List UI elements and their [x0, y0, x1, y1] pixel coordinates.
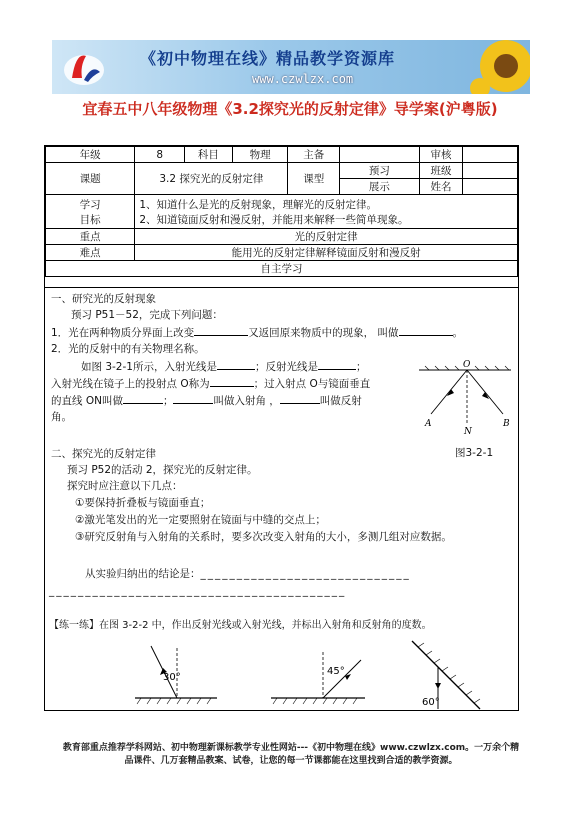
worksheet [44, 145, 519, 711]
subject-value: 物理 [232, 147, 288, 163]
normal-blank[interactable] [123, 393, 163, 404]
author-label: 主备 [288, 147, 340, 163]
terms-line2-a: 入射光线在镜子上的投射点 O称为 [51, 378, 210, 390]
note-3: ③研究反射角与入射角的关系时，要多次改变入射角的大小，多测几组对应数据。 [75, 531, 452, 543]
section1-heading: 一、研究光的反射现象 [51, 293, 156, 305]
section2-heading: 二、探究光的反射定律 [51, 448, 156, 460]
practice-diagram-3 [400, 633, 500, 713]
section2-preview: 预习 P52的活动 2，探究光的反射定律。 [67, 464, 258, 476]
terms-line3-d: 叫做反射 [319, 395, 362, 407]
goals-label-line2: 目标 [79, 213, 101, 226]
figure-3-2-1 [415, 358, 515, 436]
question-2: 2．光的反射中的有关物理名称。 [51, 343, 205, 355]
subject-label: 科目 [185, 147, 233, 163]
terms-line3-b: ； [162, 395, 174, 407]
angle-label-1: 30° [163, 672, 181, 683]
difficulty-value: 能用光的反射定律解释镜面反射和漫反射 [135, 245, 518, 261]
terms-line-1 [81, 359, 366, 375]
label-b: B [503, 419, 510, 429]
worksheet-content [45, 287, 518, 710]
conclusion-blank-2[interactable]: _________________________________________ [49, 585, 347, 597]
footer-line-1: 教育部重点推荐学科网站、初中物理新课标教学专业性网站---《初中物理在线》www.czwlzx.com。一万余个精 [62, 743, 520, 753]
info-table [45, 146, 518, 277]
incident-ray [431, 370, 467, 414]
terms-line-3 [51, 393, 362, 409]
key-value: 光的反射定律 [135, 229, 518, 245]
note-1: ①要保持折叠板与镜面垂直； [75, 497, 211, 509]
q1-blank-2[interactable] [399, 325, 453, 336]
site-banner [52, 40, 530, 94]
footer-line-2: 品课件、几万套精品教案、试卷，让您的每一节课都能在这里找到合适的教学资源。 [124, 756, 458, 766]
practice-text: 【练一练】在图 3-2-2 中，作出反射光线或入射光线，并标出入射角和反射角的度数。 [49, 620, 432, 631]
label-o: O [463, 360, 471, 370]
goals-label-line1: 学习 [79, 198, 101, 211]
note-2: ②激光笔发出的光一定要照射在镜面与中缝的交点上； [75, 514, 326, 526]
key-label: 重点 [46, 229, 135, 245]
preview-label: 预习 [340, 163, 419, 179]
q1-part1: 1．光在两种物质分界面上改变 [51, 327, 195, 339]
incident-ray-blank[interactable] [217, 359, 255, 370]
self-study-heading: 自主学习 [46, 261, 518, 277]
incident-point-blank[interactable] [210, 376, 254, 387]
q1-part3: 。 [452, 327, 464, 339]
page-title: 宜春五中八年级物理《3.2探究光的反射定律》导学案(沪粤版) [82, 100, 498, 118]
site-name: 《初中物理在线》精品教学资源库 [140, 49, 396, 68]
sunflower-icon [466, 40, 530, 94]
practice-diagram-1 [125, 638, 225, 708]
conclusion-label: 从实验归纳出的结论是： [85, 568, 201, 580]
practice-diagram-2 [265, 638, 375, 708]
label-n: N [464, 427, 472, 436]
q1-blank-1[interactable] [194, 325, 248, 336]
question-1 [51, 325, 463, 341]
goal-2: 2、知道镜面反射和漫反射，并能用来解释一些简单现象。 [139, 213, 409, 226]
angle-label-2: 45° [327, 666, 345, 677]
arrow-3-icon [435, 683, 441, 689]
reflected-ray-blank[interactable] [318, 359, 356, 370]
terms-line3-c: 叫做入射角 ， [213, 395, 280, 407]
goal-1: 1、知道什么是光的反射现象，理解光的反射定律。 [139, 198, 378, 211]
topic-label: 课题 [46, 163, 135, 195]
author-value [340, 147, 419, 163]
class-label: 班级 [419, 163, 463, 179]
section1-preview: 预习 P51－52，完成下列问题： [71, 309, 223, 321]
conclusion-blank-1[interactable]: _____________________________ [200, 568, 411, 580]
goals-label [46, 195, 135, 229]
label-a: A [425, 419, 432, 429]
section2-notes: 探究时应注意以下几点： [67, 480, 183, 492]
terms-line3-a: 的直线 ON叫做 [51, 395, 123, 407]
site-logo-icon [62, 46, 106, 88]
figure-caption: 图3-2-1 [455, 447, 494, 459]
difficulty-label: 难点 [46, 245, 135, 261]
class-value [463, 163, 518, 179]
q1-part2: 又返回原来物质中的现象， 叫做 [248, 327, 399, 339]
type-label: 课型 [288, 163, 340, 195]
page-footer [28, 742, 554, 768]
conclusion-line [85, 567, 411, 582]
review-label: 审核 [419, 147, 463, 163]
terms-line-2 [51, 376, 370, 392]
terms-line1-a: 如图 3-2-1所示，入射光线是 [81, 361, 217, 373]
terms-line-4: 角。 [51, 411, 72, 423]
terms-line2-b: ；过入射点 O与镜面垂直 [253, 378, 371, 390]
name-label: 姓名 [419, 179, 463, 195]
terms-line1-c: ； [355, 361, 367, 373]
site-url: www.czwlzx.com [252, 72, 354, 86]
incident-angle-blank[interactable] [173, 393, 213, 404]
show-label: 展示 [340, 179, 419, 195]
name-value [463, 179, 518, 195]
review-value [463, 147, 518, 163]
goals-value [135, 195, 518, 229]
angle-label-3: 60° [422, 697, 440, 708]
grade-label: 年级 [46, 147, 135, 163]
terms-line1-b: ；反射光线是 [254, 361, 318, 373]
grade-value: 8 [135, 147, 185, 163]
topic-value: 3.2 探究光的反射定律 [135, 163, 288, 195]
reflection-angle-blank[interactable] [280, 393, 320, 404]
